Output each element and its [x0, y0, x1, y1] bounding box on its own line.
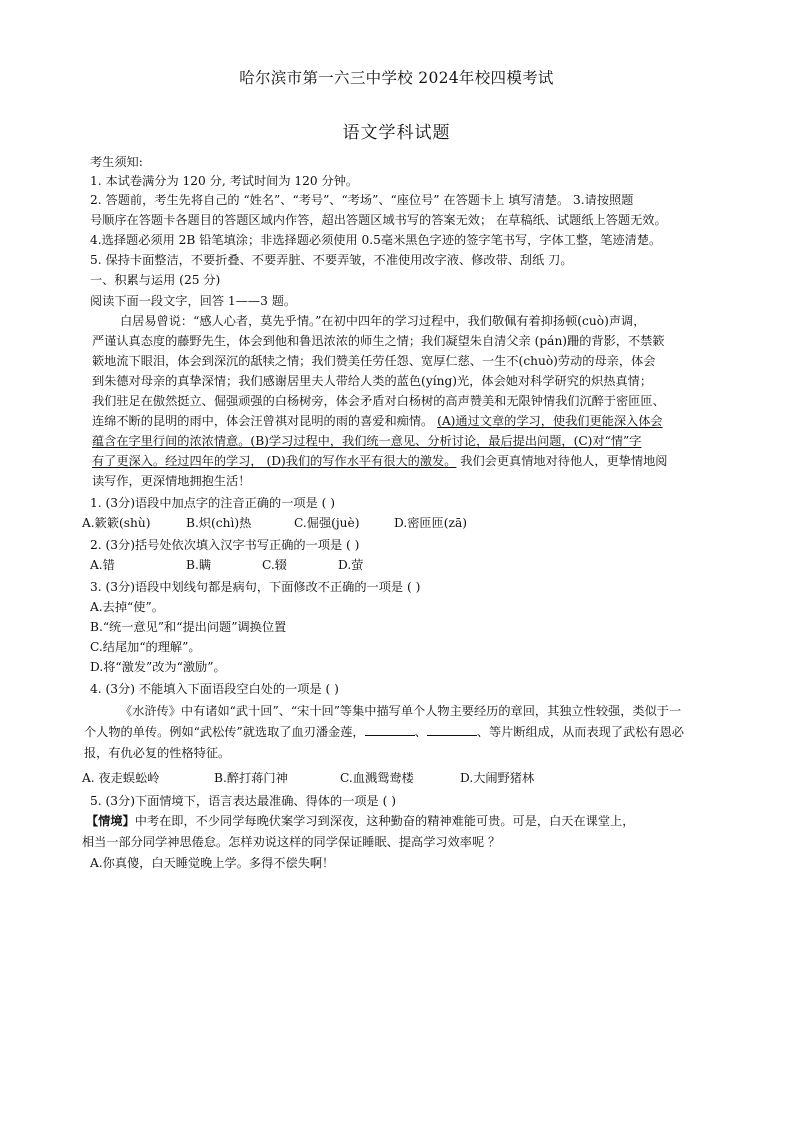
- question-5: 5. (3分)下面情境下，语言表达最准确、得体的一项是 ( ): [90, 794, 396, 808]
- q3-option-d: D.将“激发”改为“激励”。: [90, 660, 226, 674]
- passage-line-3: 簌地流下眼泪，体会到深沉的舐犊之情；我们赞美任劳任怨、宽厚仁慈、一生不(chuò)劳动的母亲，体会: [92, 354, 656, 368]
- passage-line-8-text: 我们会更真情地对待他人，更挚情地阅: [456, 454, 668, 468]
- q4-option-b: B.醉打蒋门神: [214, 771, 288, 785]
- q1-option-a: A.簌簌(shù): [82, 516, 151, 530]
- fill-blank-1: [365, 724, 415, 736]
- q4-passage-line-1: 《水浒传》中有诸如“武十回”、“宋十回”等集中描写单个人物主要经历的章回，其独立性较强，类似于一: [120, 704, 682, 718]
- notice-item-2b: 号顺序在答题卡各题目的答题区域内作答，超出答题区域书写的答案无效； 在草稿纸、试题纸上答题无效。: [90, 213, 667, 227]
- underlined-sentence-d: 有了更深入。经过四年的学习， (D)我们的写作水平有很大的激发。: [92, 454, 457, 468]
- q4-passage-2b: 、等片断组成，从而表现了武松有恩必: [476, 725, 684, 739]
- context-label: 【情境】: [86, 814, 135, 828]
- question-1: 1. (3分)语段中加点字的注音正确的一项是 ( ): [90, 496, 336, 510]
- passage-line-8: [92, 453, 667, 469]
- passage-line-6: [92, 413, 663, 429]
- q3-option-b: B.“统一意见”和“提出问题”调换位置: [90, 620, 287, 634]
- notice-item-2a: 2. 答题前，考生先将自己的 “姓名”、“考号”、“考场”、“座位号” 在答题卡上 填写清楚。 3.请按照题: [90, 193, 634, 207]
- q3-option-c: C.结尾加“的理解”。: [90, 640, 201, 654]
- q4-passage-2a: 个人物的单传。例如“武松传”就选取了血刃潘金莲，: [84, 725, 365, 739]
- section-heading: 一、积累与运用 (25 分): [90, 273, 221, 287]
- question-4: 4. (3分) 不能填入下面语段空白处的一项是 ( ): [90, 682, 339, 696]
- q2-option-b: B.瞒: [186, 558, 212, 572]
- passage-line-6-text: 连绵不断的昆明的雨中，体会汪曾祺对昆明的雨的喜爱和痴情。: [92, 414, 438, 428]
- notice-item-5: 5. 保持卡面整洁，不要折叠、不要弄脏、不要弄皱，不准使用改字液、修改带、刮纸 刀。: [90, 253, 573, 267]
- passage-line-1: 白居易曾说：“感人心者，莫先乎情。”在初中四年的学习过程中，我们敬佩有着抑扬顿(cuò)声调，: [120, 314, 646, 328]
- exam-subtitle: 语文学科试题: [342, 123, 451, 143]
- q4-option-c: C.血溅鸳鸯楼: [340, 771, 414, 785]
- passage-line-4: 到朱德对母亲的真挚深情；我们感谢居里夫人带给人类的蓝色(yíng)光，体会她对科学研究的炽热真情；: [92, 374, 653, 388]
- fill-blank-2: [427, 724, 477, 736]
- notice-item-4: 4.选择题必须用 2B 铅笔填涂；非选择题必须使用 0.5毫米黑色字迹的签字笔书写，字体工整，笔迹清楚。: [90, 233, 662, 247]
- q2-option-c: C.辍: [262, 558, 287, 572]
- q4-option-a: A. 夜走蜈蚣岭: [82, 771, 160, 785]
- underlined-sentence-bc: 蕴含在字里行间的浓浓情意。(B)学习过程中，我们统一意见、分析讨论，最后提出问题，(C)对“情”字: [92, 434, 642, 448]
- q1-option-d: D.密匝匝(zā): [394, 516, 467, 530]
- passage-line-9: 读写作，更深情地拥抱生活！: [92, 474, 251, 488]
- q4-option-d: D.大闹野猪林: [460, 771, 535, 785]
- passage-line-5: 我们驻足在傲然挺立、倔强顽强的白杨树旁，体会矛盾对白杨树的高声赞美和无限钟情我们沉醉于密匝匝、: [92, 394, 665, 408]
- q5-context-line-2: 相当一部分同学神思倦怠。怎样劝说这样的同学保证睡眠、提高学习效率呢 ？: [82, 835, 501, 849]
- exam-title: 哈尔滨市第一六三中学校 2024年校四模考试: [239, 69, 554, 87]
- q4-passage-line-2: [84, 724, 684, 740]
- q2-option-a: A.错: [90, 558, 115, 572]
- q1-option-c: C.倔强(juè): [294, 516, 360, 530]
- q4-passage-line-3: 报，有仇必复的性格特征。: [84, 746, 231, 760]
- q3-option-a: A.去掉“使”。: [90, 600, 164, 614]
- q5-context-1: 中考在即，不少同学每晚伏案学习到深夜，这种勤奋的精神难能可贵。可是，白天在课堂上，: [134, 814, 635, 828]
- question-2: 2. (3分)括号处依次填入汉字书写正确的一项是 ( ): [90, 538, 360, 552]
- underlined-sentence-a: (A)通过文章的学习，使我们更能深入体会: [437, 414, 663, 428]
- reading-instruction: 阅读下面一段文字，回答 1——3 题。: [90, 294, 297, 308]
- notice-item-1: 1. 本试卷满分为 120 分, 考试时间为 120 分钟。: [90, 174, 359, 188]
- q5-context-line-1: [86, 813, 634, 829]
- notice-heading: 考生须知:: [90, 155, 143, 169]
- q5-option-a: A.你真傻，白天睡觉晚上学。多得不偿失啊！: [90, 856, 335, 870]
- passage-line-2: 严谨认真态度的藤野先生，体会到他和鲁迅浓浓的师生之情；我们凝望朱自清父亲 (pán)跚的背影，不禁簌: [92, 334, 665, 348]
- q2-option-d: D.萤: [338, 558, 364, 572]
- blank-separator: 、: [414, 725, 427, 739]
- question-3: 3. (3分)语段中划线句都是病句，下面修改不正确的一项是 ( ): [90, 580, 421, 594]
- q1-option-b: B.炽(chì)热: [186, 516, 252, 530]
